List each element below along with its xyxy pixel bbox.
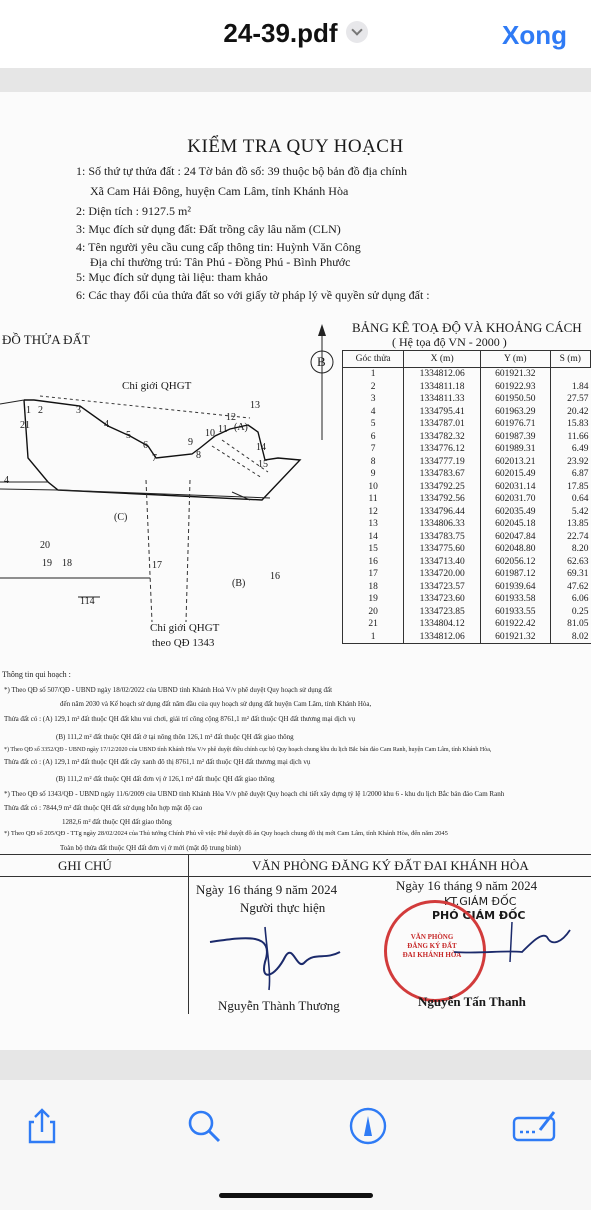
info-line-6: Địa chỉ thường trú: Tân Phú - Đồng Phú - Bình Phước <box>90 255 351 269</box>
table-cell: 601950.50 <box>481 393 551 406</box>
table-cell: 15 <box>343 543 404 556</box>
table-cell: 16 <box>343 556 404 569</box>
left-mark-label: 4 <box>4 475 9 486</box>
table-cell: 602031.70 <box>481 493 551 506</box>
table-cell: 602048.80 <box>481 543 551 556</box>
note-line-5: *) Theo QĐ số 3352/QĐ - UBND ngày 17/12/2020 của UBND tỉnh Khánh Hòa V/v phê duyệt điều chỉnh cục bộ Quy hoạch chung khu du lịch Bắc bán đảo Cam Ranh, huyện Cam Lâm, tỉnh Khánh Hòa, <box>4 747 492 753</box>
table-cell: 602047.84 <box>481 531 551 544</box>
vertex-8: 8 <box>196 450 201 461</box>
table-cell: 602013.21 <box>481 456 551 469</box>
note-line-4: (B) 111,2 m² đất thuộc QH đất ở tại nông thôn 126,1 m² đất thuộc QH đất giao thông <box>56 733 294 741</box>
col-header: X (m) <box>404 351 481 368</box>
table-cell: 1334792.56 <box>404 493 481 506</box>
table-cell: 20.42 <box>550 406 590 419</box>
note-line-6: Thửa đất có : (A) 129,1 m² đất thuộc QH đất cây xanh đô thị 8761,1 m² đất thuộc QH đất thương mại dịch vụ <box>4 758 311 766</box>
table-cell: 11.66 <box>550 431 590 444</box>
left-role: Người thực hiện <box>240 900 326 915</box>
left-signature <box>205 922 345 992</box>
table-cell: 6.06 <box>550 593 590 606</box>
footer-rule-top <box>0 854 591 855</box>
note-line-3: Thửa đất có : (A) 129,1 m² đất thuộc QH đất khu vui chơi, giải trí công cộng 8761,1 m² đất thuộc QH đất thương mại dịch vụ <box>4 715 356 723</box>
home-indicator <box>219 1193 373 1198</box>
table-row <box>343 531 591 544</box>
table-cell: 601987.39 <box>481 431 551 444</box>
vertex-7: 7 <box>152 453 157 464</box>
table-cell: 10 <box>343 481 404 494</box>
vertex-3: 3 <box>76 405 81 416</box>
stamp-text: VĂN PHÒNG ĐĂNG KÝ ĐẤT ĐAI KHÁNH HÒA <box>402 933 462 959</box>
footer-rule-header <box>0 876 591 877</box>
table-row <box>343 381 591 394</box>
table-cell: 601976.71 <box>481 418 551 431</box>
parcel-a-label: (A) <box>234 422 248 433</box>
table-cell: 20 <box>343 606 404 619</box>
table-cell: 601922.93 <box>481 381 551 394</box>
table-cell: 5 <box>343 418 404 431</box>
info-line-5: 4: Tên người yêu cầu cung cấp thông tin: Huỳnh Văn Công <box>76 240 361 254</box>
table-row <box>343 456 591 469</box>
vertex-11: 11 <box>218 424 228 435</box>
table-cell: 1334782.32 <box>404 431 481 444</box>
table-cell: 1334720.00 <box>404 568 481 581</box>
note-line-1: *) Theo QĐ số 507/QĐ - UBND ngày 18/02/2022 của UBND tỉnh Khánh Hoà V/v phê duyệt Quy hoạch sử dụng đất <box>4 686 333 694</box>
ghi-chu-label: GHI CHÚ <box>58 858 112 873</box>
chevron-down-icon[interactable] <box>346 21 368 43</box>
table-row <box>343 543 591 556</box>
viewer-header <box>0 0 591 68</box>
table-cell: 601963.29 <box>481 406 551 419</box>
table-cell: 1334795.41 <box>404 406 481 419</box>
table-cell: 1 <box>343 368 404 381</box>
table-cell: 2 <box>343 381 404 394</box>
page-gutter-bottom <box>0 1050 591 1080</box>
table-cell: 5.42 <box>550 506 590 519</box>
table-cell: 6 <box>343 431 404 444</box>
vertex-19: 19 <box>42 558 52 569</box>
note-line-7: (B) 111,2 m² đất thuộc QH đất đơn vị ở 126,1 m² đất thuộc QH đất giao thông <box>56 775 275 783</box>
coord-table-body <box>343 368 591 644</box>
map-title: ĐỒ THỬA ĐẤT <box>2 332 90 347</box>
table-cell: 601989.31 <box>481 443 551 456</box>
table-cell: 1334792.25 <box>404 481 481 494</box>
vertex-13: 13 <box>250 400 260 411</box>
note-line-2: đến năm 2030 và Kế hoạch sử dụng đất năm đầu của quy hoạch sử dụng đất huyện Cam Lâm, tỉnh Khánh Hòa, <box>60 700 372 708</box>
info-line-2: Xã Cam Hải Đông, huyện Cam Lâm, tỉnh Khánh Hòa <box>90 184 349 198</box>
page-gutter-top <box>0 68 591 92</box>
table-cell: 1334777.19 <box>404 456 481 469</box>
col-header: S (m) <box>550 351 590 368</box>
done-button[interactable]: Xong <box>502 20 567 50</box>
right-name: Nguyễn Tấn Thanh <box>418 994 526 1009</box>
table-cell: 19 <box>343 593 404 606</box>
table-cell: 3 <box>343 393 404 406</box>
note-line-10: 1282,6 m² đất thuộc QH đất giao thông <box>62 818 172 826</box>
table-cell: 12 <box>343 506 404 519</box>
qhgt-line-left <box>146 480 152 622</box>
table-cell: 1334811.33 <box>404 393 481 406</box>
table-cell: 602015.49 <box>481 468 551 481</box>
qhgt-top-label: Chỉ giới QHGT <box>122 380 192 392</box>
table-row <box>343 368 591 381</box>
table-cell: 601921.32 <box>481 368 551 381</box>
neighbor-line-bottom <box>58 490 270 498</box>
table-cell: 8 <box>343 456 404 469</box>
left-name: Nguyễn Thành Thương <box>218 998 340 1013</box>
info-line-8: 6: Các thay đổi của thửa đất so với giấy tờ pháp lý về quyền sử dụng đất : <box>76 288 430 302</box>
table-cell: 601987.12 <box>481 568 551 581</box>
neighbor-line-left2 <box>0 489 58 490</box>
vertex-15: 15 <box>258 459 268 470</box>
table-cell: 1.84 <box>550 381 590 394</box>
qhgt-line-right <box>186 480 190 622</box>
table-cell: 602056.12 <box>481 556 551 569</box>
vertex-4: 4 <box>104 419 109 430</box>
north-label: B <box>317 354 326 369</box>
table-cell: 1334783.67 <box>404 468 481 481</box>
qhgt-bottom-label-1: Chỉ giới QHGT <box>150 622 220 634</box>
table-row <box>343 631 591 644</box>
left-date: Ngày 16 tháng 9 năm 2024 <box>196 882 338 897</box>
table-cell: 15.83 <box>550 418 590 431</box>
file-name[interactable]: 24-39.pdf <box>223 18 338 48</box>
table-cell: 21 <box>343 618 404 631</box>
bottom-toolbar <box>0 1080 591 1210</box>
right-date: Ngày 16 tháng 9 năm 2024 <box>396 878 538 893</box>
col-header: Góc thửa <box>343 351 404 368</box>
neighbor-parcel-label: 114 <box>80 596 95 607</box>
table-cell: 1334811.18 <box>404 381 481 394</box>
vertex-20: 20 <box>40 540 50 551</box>
table-row <box>343 581 591 594</box>
table-cell: 1334787.01 <box>404 418 481 431</box>
table-row <box>343 431 591 444</box>
table-cell: 7 <box>343 443 404 456</box>
table-cell: 17 <box>343 568 404 581</box>
coord-table-title: BẢNG KÊ TOẠ ĐỘ VÀ KHOẢNG CÁCH <box>352 320 582 335</box>
note-line-11: *) Theo QĐ số 205/QĐ - TTg ngày 28/02/2024 của Thủ tướng Chính Phủ về việc Phê duyệt đồ án Quy hoạch chung đô thị mới Cam Lâm, tỉnh Khánh Hòa, đến năm 2045 <box>4 830 448 837</box>
table-cell: 22.74 <box>550 531 590 544</box>
col-header: Y (m) <box>481 351 551 368</box>
table-cell: 1334812.06 <box>404 631 481 644</box>
table-cell: 1334776.12 <box>404 443 481 456</box>
table-cell <box>550 368 590 381</box>
table-cell: 602031.14 <box>481 481 551 494</box>
table-cell: 1334723.57 <box>404 581 481 594</box>
vertex-6: 6 <box>143 440 148 451</box>
info-line-3: 2: Diện tích : 9127.5 m² <box>76 204 191 218</box>
table-cell: 601933.55 <box>481 606 551 619</box>
office-label: VĂN PHÒNG ĐĂNG KÝ ĐẤT ĐAI KHÁNH HÒA <box>252 858 529 873</box>
table-row <box>343 393 591 406</box>
table-cell: 601922.42 <box>481 618 551 631</box>
info-line-7: 5: Mục đích sử dụng tài liệu: tham khảo <box>76 270 268 284</box>
table-row <box>343 518 591 531</box>
table-cell: 1334783.75 <box>404 531 481 544</box>
table-cell: 23.92 <box>550 456 590 469</box>
note-line-8: *) Theo QĐ số 1343/QĐ - UBND ngày 11/6/2009 của UBND tỉnh Khánh Hòa V/v phê duyệt Quy hoạch chi tiết xây dựng tỷ lệ 1/2000 khu 6 - khu du lịch Bắc bán đảo Cam Ranh <box>4 790 505 798</box>
qhgt-line-top <box>40 396 250 418</box>
table-row <box>343 556 591 569</box>
table-cell: 13 <box>343 518 404 531</box>
vertex-5: 5 <box>126 430 131 441</box>
table-row <box>343 606 591 619</box>
table-cell: 4 <box>343 406 404 419</box>
table-cell: 11 <box>343 493 404 506</box>
table-cell: 62.63 <box>550 556 590 569</box>
table-cell: 81.05 <box>550 618 590 631</box>
table-cell: 601939.64 <box>481 581 551 594</box>
info-line-4: 3: Mục đích sử dụng đất: Đất trồng cây lâu năm (CLN) <box>76 222 341 236</box>
right-role-2: PHÓ GIÁM ĐỐC <box>432 909 526 922</box>
table-row <box>343 468 591 481</box>
north-arrow-head <box>318 324 326 336</box>
document-title: KIỂM TRA QUY HOẠCH <box>187 136 404 157</box>
table-row <box>343 568 591 581</box>
table-cell: 17.85 <box>550 481 590 494</box>
table-cell: 0.64 <box>550 493 590 506</box>
table-cell: 8.02 <box>550 631 590 644</box>
table-cell: 47.62 <box>550 581 590 594</box>
parcel-c-label: (C) <box>114 512 128 523</box>
parcel-map <box>0 322 342 642</box>
table-row <box>343 443 591 456</box>
vertex-17: 17 <box>152 560 162 571</box>
table-cell: 9 <box>343 468 404 481</box>
search-icon[interactable] <box>184 1106 224 1146</box>
markup-icon[interactable] <box>348 1106 388 1146</box>
coord-table <box>342 350 591 644</box>
vertex-16: 16 <box>270 571 280 582</box>
table-cell: 602035.49 <box>481 506 551 519</box>
table-row <box>343 406 591 419</box>
table-cell: 27.57 <box>550 393 590 406</box>
qhgt-bottom-label-2: theo QĐ 1343 <box>152 637 215 649</box>
table-cell: 602045.18 <box>481 518 551 531</box>
right-signature <box>452 912 572 972</box>
footer-divider <box>188 854 189 1014</box>
info-line-1: 1: Số thứ tự thửa đất : 24 Tờ bản đồ số: 39 thuộc bộ bản đồ địa chính <box>76 164 407 178</box>
vertex-14: 14 <box>256 442 266 453</box>
table-row <box>343 506 591 519</box>
table-cell: 601933.58 <box>481 593 551 606</box>
table-cell: 1334806.33 <box>404 518 481 531</box>
note-line-0: Thông tin qui hoạch : <box>2 670 71 679</box>
note-line-12: Toàn bộ thửa đất thuộc QH đất đơn vị ở mới (mật độ trung bình) <box>60 844 241 852</box>
edit-icon[interactable] <box>510 1106 560 1146</box>
share-icon[interactable] <box>22 1106 62 1146</box>
table-cell: 1334713.40 <box>404 556 481 569</box>
vertex-12: 12 <box>226 412 236 423</box>
table-cell: 18 <box>343 581 404 594</box>
table-cell: 1334775.60 <box>404 543 481 556</box>
table-cell: 6.87 <box>550 468 590 481</box>
table-row <box>343 481 591 494</box>
table-cell: 601921.32 <box>481 631 551 644</box>
table-row <box>343 618 591 631</box>
table-cell: 1334796.44 <box>404 506 481 519</box>
table-row <box>343 418 591 431</box>
table-cell: 1334812.06 <box>404 368 481 381</box>
coord-table-subtitle: ( Hệ tọa độ VN - 2000 ) <box>392 335 507 349</box>
table-cell: 13.85 <box>550 518 590 531</box>
vertex-18: 18 <box>62 558 72 569</box>
table-row <box>343 493 591 506</box>
table-row <box>343 593 591 606</box>
table-cell: 69.31 <box>550 568 590 581</box>
neighbor-line-top <box>0 400 24 404</box>
note-line-9: Thửa đất có : 7844,9 m² đất thuộc QH đất sử dụng hỗn hợp mật độ cao <box>4 804 203 812</box>
table-cell: 1 <box>343 631 404 644</box>
right-role-1: KT.GIÁM ĐỐC <box>444 895 517 908</box>
table-cell: 14 <box>343 531 404 544</box>
table-cell: 8.20 <box>550 543 590 556</box>
pdf-page[interactable] <box>0 92 591 1050</box>
table-cell: 1334723.85 <box>404 606 481 619</box>
parcel-b-label: (B) <box>232 578 246 589</box>
table-cell: 6.49 <box>550 443 590 456</box>
vertex-2: 2 <box>38 405 43 416</box>
vertex-10: 10 <box>205 428 215 439</box>
vertex-21: 21 <box>20 420 30 431</box>
table-cell: 1334804.12 <box>404 618 481 631</box>
vertex-1: 1 <box>26 405 31 416</box>
table-cell: 1334723.60 <box>404 593 481 606</box>
table-cell: 0.25 <box>550 606 590 619</box>
vertex-9: 9 <box>188 437 193 448</box>
